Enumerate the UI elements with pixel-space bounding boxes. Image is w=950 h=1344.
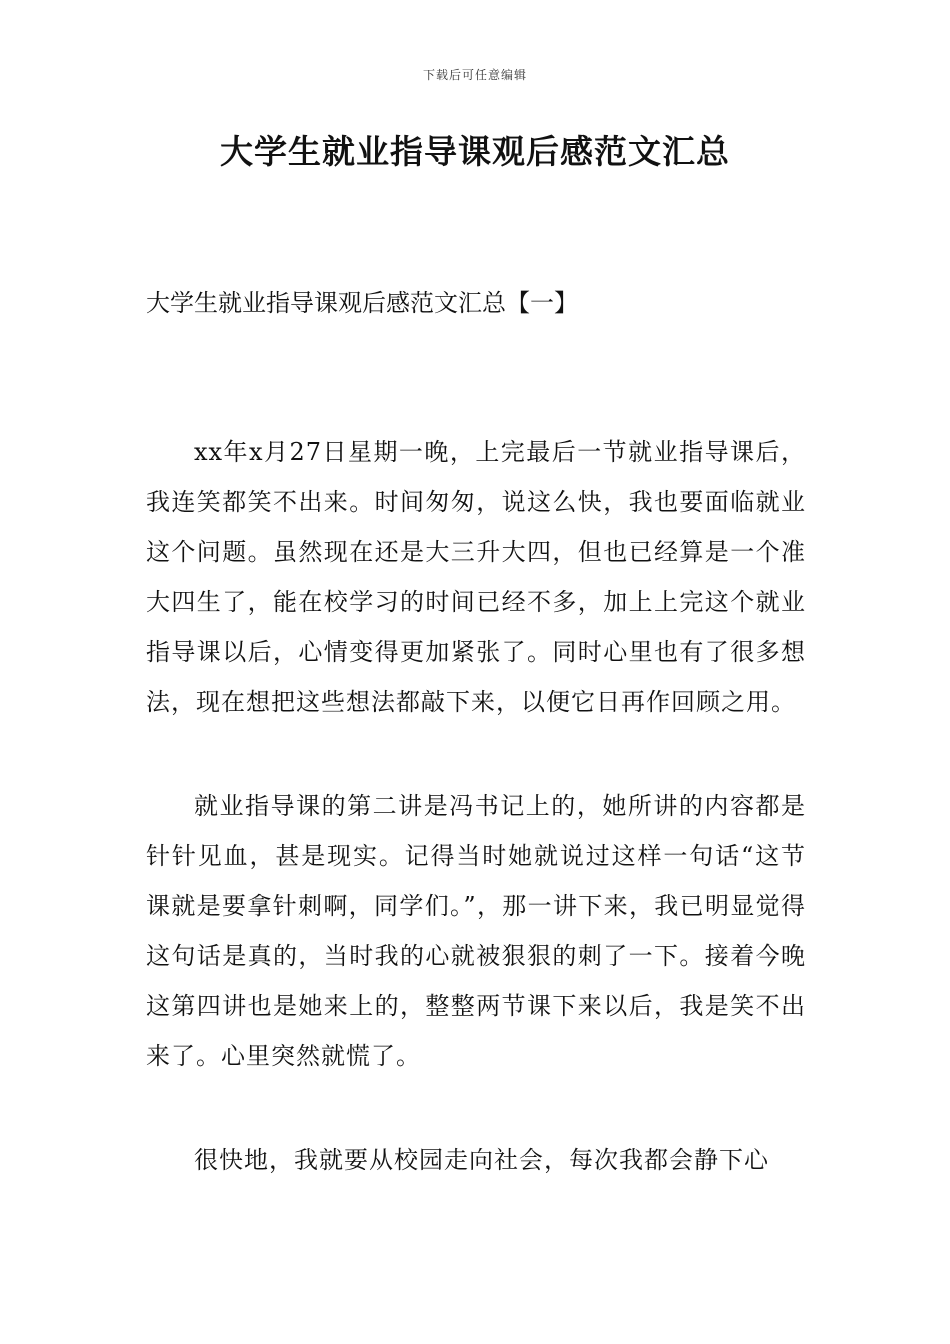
header-note: 下载后可任意编辑 [422, 68, 527, 82]
paragraph-3: 很快地，我就要从校园走向社会，每次我都会静下心 [194, 1146, 769, 1174]
paragraph-1: xx年x月27日星期一晚，上完最后一节就业指导课后，我连笑都笑不出来。时间匆匆，说这么快，我也要面临就业这个问题。虽然现在还是大三升大四，但也已经算是一个准大四生了，能在校学习的时间已经不多，加上上完这个就业指导课以后，心情变得更加紧张了。同时心里也有了很多想法，现在想把这些想法都敲下来，以便它日再作回顾之用。 [146, 438, 806, 716]
paragraph-2: 就业指导课的第二讲是冯书记上的，她所讲的内容都是针针见血，甚是现实。记得当时她就说过这样一句话“这节课就是要拿针刺啊，同学们。”，那一讲下来，我已明显觉得这句话是真的，当时我的心就被狠狠的刺了一下。接着今晚这第四讲也是她来上的，整整两节课下来以后，我是笑不出来了。心里突然就慌了。 [146, 792, 806, 1070]
section-heading: 大学生就业指导课观后感范文汇总【一】 [146, 289, 578, 317]
document-title: 大学生就业指导课观后感范文汇总 [220, 132, 730, 171]
document-body [146, 427, 806, 1239]
